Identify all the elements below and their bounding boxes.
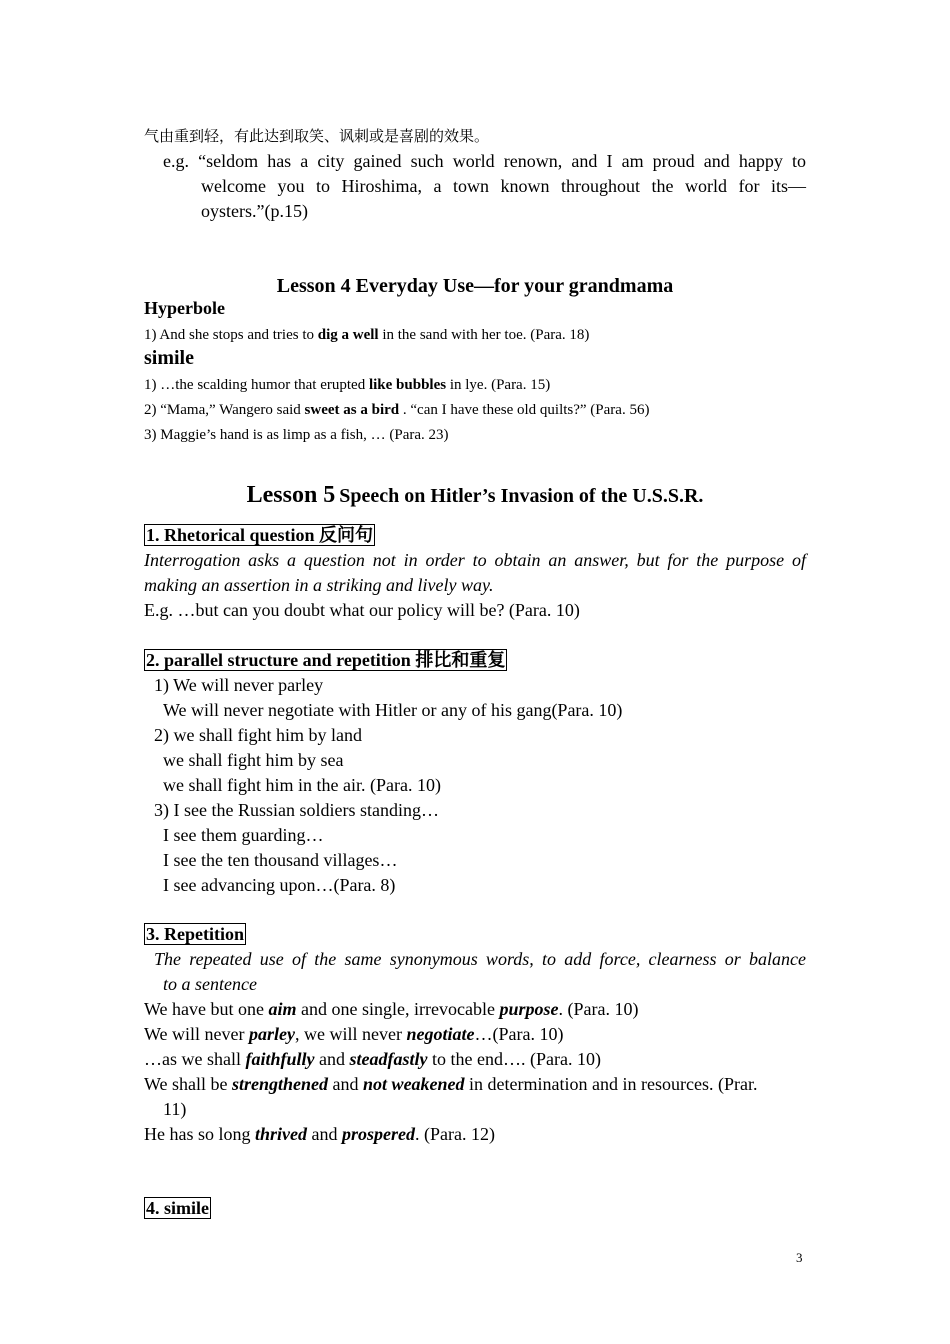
rep2-emph-a: parley: [249, 1024, 295, 1044]
simile2-bold: sweet as a bird: [304, 402, 400, 418]
rep3-emph-a: faithfully: [245, 1049, 315, 1069]
simile-heading: simile: [144, 347, 194, 369]
parallel-line-6: 3) I see the Russian soldiers standing…: [154, 800, 439, 820]
parallel-line-5: we shall fight him in the air. (Para. 10): [163, 775, 441, 795]
section2-heading-box: 2. parallel structure and repetition 排比和重复: [146, 650, 506, 670]
chinese-continuation-line: 气由重到轻，有此达到取笑、讽刺或是喜剧的效果。: [144, 129, 490, 145]
hyperbole-text-end: in the sand with her toe. (Para. 18): [378, 327, 590, 343]
rep5-text-b: and: [307, 1124, 342, 1144]
rep4-emph-b: not weakened: [363, 1074, 465, 1094]
rep4-text-a: We shall be: [144, 1074, 233, 1094]
repetition-example-2: [144, 1022, 563, 1047]
parallel-line-7: I see them guarding…: [163, 825, 324, 845]
rep4-emph-a: strengthened: [232, 1074, 329, 1094]
section1-definition-line-2: making an assertion in a striking and lively way.: [144, 575, 494, 595]
parallel-line-3: 2) we shall fight him by land: [154, 725, 362, 745]
section3-definition-line-1: The repeated use of the same synonymous words, to add force, clearness or balance: [154, 949, 806, 969]
parallel-line-4: we shall fight him by sea: [163, 750, 344, 770]
simile-example-1: [144, 374, 550, 396]
simile-example-3: 3) Maggie’s hand is as limp as a fish, … (Para. 23): [144, 427, 449, 443]
rep2-text-a: We will never: [144, 1024, 250, 1044]
page-number: 3: [796, 1250, 803, 1265]
parallel-line-1: 1) We will never parley: [154, 675, 324, 695]
repetition-example-1: [144, 997, 638, 1022]
simile1-text-end: in lye. (Para. 15): [446, 377, 551, 393]
rep3-text-c: to the end…. (Para. 10): [427, 1049, 601, 1069]
rep1-emph-a: aim: [268, 999, 297, 1019]
section2-heading: [144, 648, 507, 673]
rep1-text-b: and one single, irrevocable: [296, 999, 500, 1019]
repetition-example-3: [144, 1047, 601, 1072]
parallel-line-9: I see advancing upon…(Para. 8): [163, 875, 396, 895]
simile2-text-end: . “can I have these old quilts?” (Para. 56): [399, 402, 650, 418]
rep4-text-b: and: [328, 1074, 364, 1094]
lesson5-title-text: Speech on Hitler’s Invasion of the U.S.S.R.: [339, 485, 704, 507]
hyperbole-bold: dig a well: [317, 327, 379, 343]
rep4-text-c: in determination and in resources. (Prar.: [464, 1074, 758, 1094]
rep3-text-b: and: [314, 1049, 350, 1069]
repetition-example-5: [144, 1122, 495, 1147]
parallel-line-8: I see the ten thousand villages…: [163, 850, 398, 870]
rep2-text-c: …(Para. 10): [474, 1024, 564, 1044]
example-line-3: oysters.”(p.15): [201, 201, 308, 221]
rep3-emph-b: steadfastly: [349, 1049, 428, 1069]
repetition-example-4: [144, 1072, 757, 1097]
section1-definition-line-1: Interrogation asks a question not in order to obtain an answer, but for the purpose of: [144, 550, 806, 570]
section3-heading: [144, 922, 246, 947]
lesson5-title-number: Lesson 5: [246, 482, 336, 508]
section1-heading: [144, 523, 375, 548]
hyperbole-heading: Hyperbole: [144, 298, 225, 318]
simile1-text: 1) …the scalding humor that erupted: [144, 377, 369, 393]
section3-definition-line-2: to a sentence: [163, 974, 257, 994]
section4-heading-box: 4. simile: [146, 1198, 209, 1218]
section1-example: E.g. …but can you doubt what our policy will be? (Para. 10): [144, 600, 580, 620]
lesson4-title: Lesson 4 Everyday Use—for your grandmama: [276, 275, 674, 297]
simile1-bold: like bubbles: [368, 377, 447, 393]
hyperbole-example-1: [144, 324, 589, 346]
simile2-text: 2) “Mama,” Wangero said: [144, 402, 305, 418]
rep5-text-a: He has so long: [144, 1124, 255, 1144]
simile-example-2: [144, 399, 649, 421]
section3-heading-box: 3. Repetition: [146, 924, 244, 944]
section1-heading-box: 1. Rhetorical question 反问句: [146, 525, 373, 545]
rep1-emph-b: purpose: [499, 999, 559, 1019]
rep1-text-a: We have but one: [144, 999, 269, 1019]
section4-heading: [144, 1196, 211, 1221]
rep5-emph-b: prospered: [342, 1124, 415, 1144]
rep2-text-b: , we will never: [295, 1024, 407, 1044]
hyperbole-text: 1) And she stops and tries to: [144, 327, 318, 343]
rep2-emph-b: negotiate: [406, 1024, 475, 1044]
parallel-line-2: We will never negotiate with Hitler or any of his gang(Para. 10): [163, 700, 623, 720]
example-line-2: welcome you to Hiroshima, a town known throughout the world for its—: [201, 176, 806, 196]
rep5-text-c: . (Para. 12): [415, 1124, 495, 1144]
repetition-example-4-continued: 11): [163, 1099, 187, 1119]
lesson5-title: [0, 479, 950, 512]
rep3-text-a: …as we shall: [144, 1049, 246, 1069]
rep1-text-c: . (Para. 10): [558, 999, 639, 1019]
rep5-emph-a: thrived: [255, 1124, 307, 1144]
example-line-1: e.g. “seldom has a city gained such world renown, and I am proud and happy to: [163, 151, 806, 171]
